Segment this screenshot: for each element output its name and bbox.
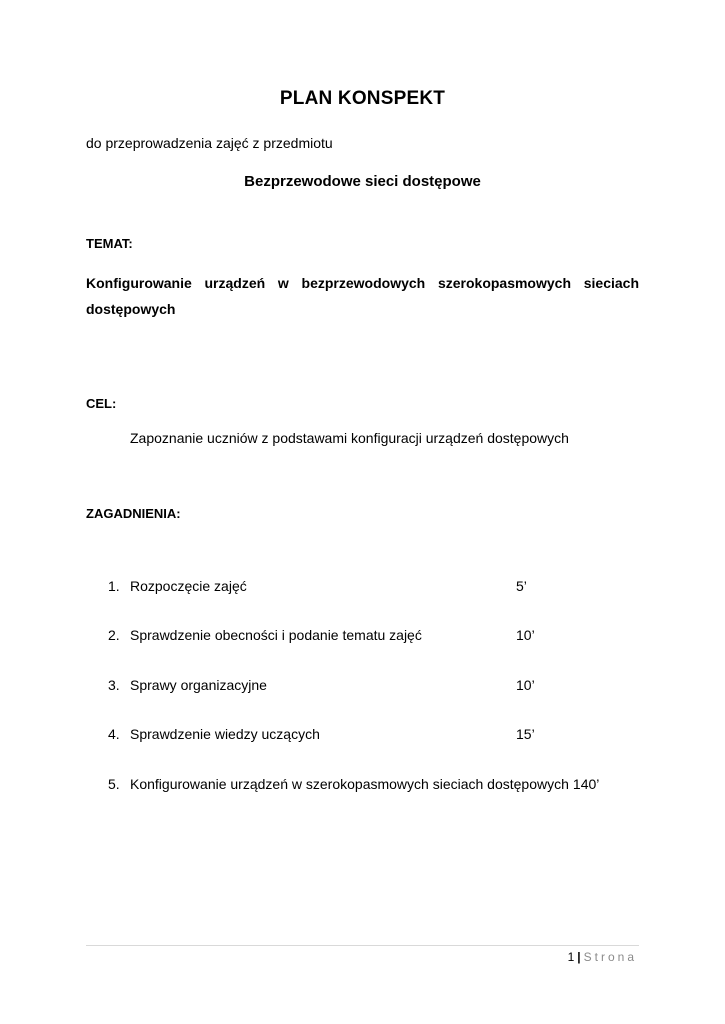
list-item-text: Sprawdzenie wiedzy uczących [130, 726, 320, 742]
list-item-duration: 10’ [516, 677, 535, 693]
topic-text: Konfigurowanie urządzeń w bezprzewodowych szerokopasmowych sieciach dostępowych [86, 275, 639, 317]
footer-separator: | [577, 950, 581, 964]
list-item-number: 2. [108, 627, 120, 643]
page-number: 1 [567, 950, 575, 964]
list-item [0, 578, 725, 598]
list-item [0, 726, 725, 746]
list-item-text: Sprawy organizacyjne [130, 677, 267, 693]
topic-label: TEMAT: [86, 236, 133, 251]
footer-divider [86, 945, 639, 946]
goal-text: Zapoznanie uczniów z podstawami konfiguracji urządzeń dostępowych [130, 430, 569, 446]
document-title: PLAN KONSPEKT [279, 88, 446, 109]
list-item-label: Konfigurowanie urządzeń w szerokopasmowych sieciach dostępowych [130, 776, 569, 792]
list-item [0, 776, 725, 796]
list-item-duration: 140’ [572, 776, 600, 792]
page-footer [568, 950, 637, 964]
list-item [0, 677, 725, 697]
list-item-duration: 15’ [516, 726, 535, 742]
list-item-number: 5. [108, 776, 120, 792]
subject-title: Bezprzewodowe sieci dostępowe [244, 173, 481, 190]
list-item-number: 3. [108, 677, 120, 693]
list-item-text [130, 776, 599, 792]
issues-label: ZAGADNIENIA: [86, 506, 181, 521]
list-item [0, 627, 725, 647]
list-item-text: Sprawdzenie obecności i podanie tematu zajęć [130, 627, 422, 643]
list-item-number: 1. [108, 578, 120, 594]
list-item-duration: 5’ [516, 578, 527, 594]
intro-text: do przeprowadzenia zajęć z przedmiotu [86, 135, 333, 151]
list-item-text: Rozpoczęcie zajęć [130, 578, 247, 594]
goal-label: CEL: [86, 396, 117, 411]
list-item-duration: 10’ [516, 627, 535, 643]
page-word: Strona [583, 950, 637, 964]
list-item-number: 4. [108, 726, 120, 742]
